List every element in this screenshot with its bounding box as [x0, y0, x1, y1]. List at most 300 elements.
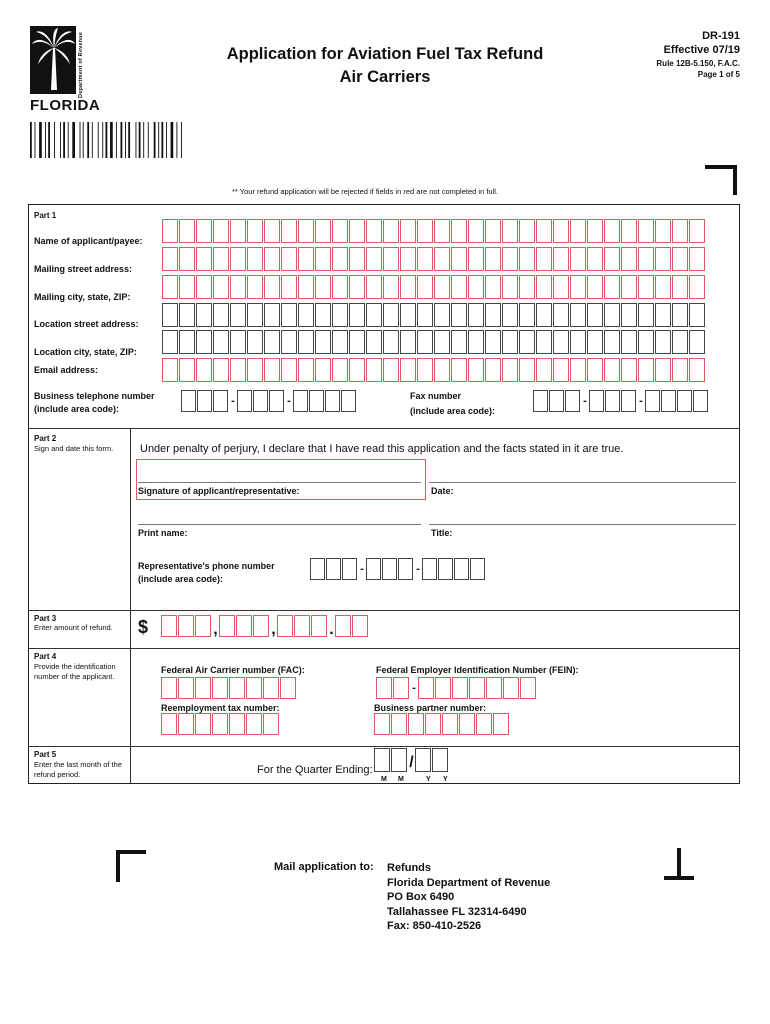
char-box[interactable] [417, 247, 433, 271]
char-box[interactable] [503, 677, 519, 699]
title-line[interactable] [429, 524, 736, 525]
char-box[interactable] [253, 615, 269, 637]
char-box[interactable] [536, 358, 552, 382]
char-box[interactable] [374, 713, 390, 735]
char-box[interactable] [349, 303, 365, 327]
char-box[interactable] [553, 303, 569, 327]
char-box[interactable] [570, 303, 586, 327]
name-field[interactable] [162, 219, 706, 243]
char-box[interactable] [638, 303, 654, 327]
char-box[interactable] [281, 247, 297, 271]
char-box[interactable] [247, 303, 263, 327]
char-box[interactable] [468, 247, 484, 271]
char-box[interactable] [485, 275, 501, 299]
char-box[interactable] [502, 275, 518, 299]
char-box[interactable] [212, 713, 228, 735]
char-box[interactable] [519, 358, 535, 382]
char-box[interactable] [247, 358, 263, 382]
char-box[interactable] [264, 219, 280, 243]
partner-field[interactable] [374, 713, 510, 735]
char-box[interactable] [280, 677, 296, 699]
char-box[interactable] [502, 330, 518, 354]
char-box[interactable] [604, 247, 620, 271]
corner-mark-bottom-right-stem [677, 848, 681, 878]
char-box[interactable] [638, 247, 654, 271]
char-box[interactable] [264, 358, 280, 382]
char-box[interactable] [263, 713, 279, 735]
char-box[interactable] [536, 247, 552, 271]
char-box[interactable] [213, 330, 229, 354]
fac-field[interactable] [161, 677, 297, 699]
char-box[interactable] [655, 330, 671, 354]
char-box[interactable] [604, 358, 620, 382]
char-box[interactable] [230, 219, 246, 243]
char-box[interactable] [417, 358, 433, 382]
char-box[interactable] [655, 303, 671, 327]
char-box[interactable] [309, 390, 324, 412]
char-box[interactable] [264, 303, 280, 327]
char-box[interactable] [553, 358, 569, 382]
char-box[interactable] [400, 275, 416, 299]
char-box[interactable] [400, 358, 416, 382]
char-box[interactable] [519, 303, 535, 327]
char-box[interactable] [536, 275, 552, 299]
char-box[interactable] [383, 303, 399, 327]
char-box[interactable] [470, 558, 485, 580]
char-box[interactable] [315, 330, 331, 354]
char-box[interactable] [621, 358, 637, 382]
char-box[interactable] [162, 303, 178, 327]
char-box[interactable] [196, 275, 212, 299]
char-box[interactable] [417, 303, 433, 327]
char-box[interactable] [468, 219, 484, 243]
char-box[interactable] [178, 615, 194, 637]
char-box[interactable] [247, 219, 263, 243]
barcode-bar [83, 122, 84, 158]
char-box[interactable] [332, 330, 348, 354]
char-box[interactable] [161, 713, 177, 735]
char-box[interactable] [162, 330, 178, 354]
char-box[interactable] [229, 713, 245, 735]
char-box[interactable] [366, 558, 381, 580]
char-box[interactable] [400, 219, 416, 243]
char-box[interactable] [213, 390, 228, 412]
char-box[interactable] [325, 390, 340, 412]
char-box[interactable] [229, 677, 245, 699]
char-box[interactable] [451, 358, 467, 382]
char-box[interactable] [476, 713, 492, 735]
char-box[interactable] [533, 390, 548, 412]
char-box[interactable] [502, 358, 518, 382]
char-box[interactable] [689, 330, 705, 354]
char-box[interactable] [605, 390, 620, 412]
char-box[interactable] [451, 330, 467, 354]
char-box[interactable] [604, 219, 620, 243]
barcode-bar [63, 122, 65, 158]
char-box[interactable] [310, 558, 325, 580]
char-box[interactable] [197, 390, 212, 412]
char-box[interactable] [335, 615, 351, 637]
char-box[interactable] [451, 247, 467, 271]
char-box[interactable] [661, 390, 676, 412]
char-box[interactable] [213, 219, 229, 243]
char-box[interactable] [349, 247, 365, 271]
char-box[interactable] [672, 358, 688, 382]
char-box[interactable] [486, 677, 502, 699]
char-box[interactable] [382, 558, 397, 580]
char-box[interactable] [332, 219, 348, 243]
char-box[interactable] [672, 247, 688, 271]
char-box[interactable] [468, 330, 484, 354]
char-box[interactable] [638, 358, 654, 382]
char-box[interactable] [621, 219, 637, 243]
char-box[interactable] [570, 219, 586, 243]
mail-label: Mail application to: [274, 861, 374, 873]
char-box[interactable] [349, 358, 365, 382]
char-box[interactable] [162, 275, 178, 299]
char-box[interactable] [383, 219, 399, 243]
char-box[interactable] [693, 390, 708, 412]
char-box[interactable] [264, 275, 280, 299]
char-box[interactable] [298, 330, 314, 354]
char-box[interactable] [281, 275, 297, 299]
char-box[interactable] [434, 247, 450, 271]
char-box[interactable] [400, 330, 416, 354]
char-box[interactable] [230, 303, 246, 327]
char-box[interactable] [341, 390, 356, 412]
char-box[interactable] [366, 247, 382, 271]
char-box[interactable] [366, 303, 382, 327]
char-box[interactable] [277, 615, 293, 637]
char-box[interactable] [269, 390, 284, 412]
char-box[interactable] [485, 219, 501, 243]
char-box[interactable] [178, 713, 194, 735]
char-box[interactable] [376, 677, 392, 699]
location-city-field[interactable] [162, 330, 706, 354]
char-box[interactable] [672, 330, 688, 354]
char-box[interactable] [178, 677, 194, 699]
char-box[interactable] [294, 615, 310, 637]
char-box[interactable] [281, 219, 297, 243]
char-box[interactable] [672, 219, 688, 243]
char-box[interactable] [366, 275, 382, 299]
email-field[interactable] [162, 358, 706, 382]
char-box[interactable] [393, 677, 409, 699]
char-box[interactable] [570, 330, 586, 354]
char-box[interactable] [326, 558, 341, 580]
char-box[interactable] [247, 247, 263, 271]
char-box[interactable] [485, 330, 501, 354]
char-box[interactable] [570, 247, 586, 271]
quarter-ending-field[interactable] [374, 748, 449, 778]
char-box[interactable] [438, 558, 453, 580]
char-box[interactable] [298, 358, 314, 382]
char-box[interactable] [570, 275, 586, 299]
char-box[interactable] [451, 275, 467, 299]
char-box[interactable] [638, 275, 654, 299]
char-box[interactable] [553, 219, 569, 243]
char-box[interactable] [425, 713, 441, 735]
char-box[interactable] [281, 330, 297, 354]
char-box[interactable] [587, 358, 603, 382]
reemployment-field[interactable] [161, 713, 280, 735]
char-box[interactable] [332, 358, 348, 382]
char-box[interactable] [417, 275, 433, 299]
char-box[interactable] [689, 358, 705, 382]
char-box[interactable] [621, 390, 636, 412]
char-box[interactable] [418, 677, 434, 699]
char-box[interactable] [587, 247, 603, 271]
char-box[interactable] [621, 247, 637, 271]
char-box[interactable] [315, 358, 331, 382]
char-box[interactable] [502, 247, 518, 271]
char-box[interactable] [162, 358, 178, 382]
char-box[interactable] [263, 677, 279, 699]
char-box[interactable] [179, 330, 195, 354]
char-box[interactable] [315, 219, 331, 243]
char-box[interactable] [655, 219, 671, 243]
char-box[interactable] [417, 330, 433, 354]
char-box[interactable] [230, 330, 246, 354]
char-box[interactable] [298, 247, 314, 271]
char-box[interactable] [502, 219, 518, 243]
char-box[interactable] [621, 303, 637, 327]
char-box[interactable] [604, 275, 620, 299]
char-box[interactable] [315, 275, 331, 299]
char-box[interactable] [230, 247, 246, 271]
char-box[interactable] [432, 748, 448, 772]
char-box[interactable] [349, 219, 365, 243]
char-box[interactable] [604, 303, 620, 327]
char-box[interactable] [383, 330, 399, 354]
char-box[interactable] [212, 677, 228, 699]
char-box[interactable] [196, 247, 212, 271]
char-box[interactable] [468, 275, 484, 299]
char-box[interactable] [689, 275, 705, 299]
char-box[interactable] [247, 330, 263, 354]
char-box[interactable] [621, 275, 637, 299]
char-box[interactable] [553, 275, 569, 299]
char-box[interactable] [672, 275, 688, 299]
char-box[interactable] [219, 615, 235, 637]
char-box[interactable] [311, 615, 327, 637]
char-box[interactable] [196, 330, 212, 354]
char-box[interactable] [298, 219, 314, 243]
char-box[interactable] [452, 677, 468, 699]
location-street-field[interactable] [162, 303, 706, 327]
char-box[interactable] [281, 303, 297, 327]
char-box[interactable] [281, 358, 297, 382]
char-box[interactable] [672, 303, 688, 327]
fax-field[interactable] [533, 390, 709, 412]
char-box[interactable] [536, 330, 552, 354]
char-box[interactable] [162, 219, 178, 243]
char-box[interactable] [587, 303, 603, 327]
part2-desc: Sign and date this form. [34, 444, 114, 453]
char-box[interactable] [253, 390, 268, 412]
print-name-line[interactable] [138, 524, 421, 525]
char-box[interactable] [237, 390, 252, 412]
char-box[interactable] [179, 275, 195, 299]
char-box[interactable] [213, 247, 229, 271]
char-box[interactable] [181, 390, 196, 412]
char-box[interactable] [298, 275, 314, 299]
char-box[interactable] [520, 677, 536, 699]
char-box[interactable] [689, 219, 705, 243]
char-box[interactable] [298, 303, 314, 327]
part-divider [29, 648, 739, 649]
char-box[interactable] [589, 390, 604, 412]
char-box[interactable] [196, 358, 212, 382]
char-box[interactable] [415, 748, 431, 772]
mailing-city-field[interactable] [162, 275, 706, 299]
char-box[interactable] [565, 390, 580, 412]
char-box[interactable] [213, 275, 229, 299]
char-box[interactable] [161, 615, 177, 637]
char-box[interactable] [247, 275, 263, 299]
char-box[interactable] [246, 713, 262, 735]
char-box[interactable] [332, 247, 348, 271]
rule-reference: Rule 12B-5.150, F.A.C. [656, 59, 740, 68]
char-box[interactable] [485, 303, 501, 327]
char-box[interactable] [383, 358, 399, 382]
char-box[interactable] [391, 713, 407, 735]
char-box[interactable] [230, 358, 246, 382]
char-box[interactable] [417, 219, 433, 243]
char-box[interactable] [454, 558, 469, 580]
char-box[interactable] [213, 303, 229, 327]
char-box[interactable] [604, 330, 620, 354]
char-box[interactable] [196, 303, 212, 327]
char-box[interactable] [179, 303, 195, 327]
char-box[interactable] [638, 330, 654, 354]
char-box[interactable] [162, 247, 178, 271]
email-label: Email address: [34, 365, 99, 375]
char-box[interactable] [621, 330, 637, 354]
char-box[interactable] [655, 247, 671, 271]
mailing-street-field[interactable] [162, 247, 706, 271]
partner-label: Business partner number: [374, 703, 487, 713]
char-box[interactable] [451, 303, 467, 327]
char-box[interactable] [519, 330, 535, 354]
char-box[interactable] [549, 390, 564, 412]
char-box[interactable] [689, 247, 705, 271]
char-box[interactable] [459, 713, 475, 735]
char-box[interactable] [422, 558, 437, 580]
char-box[interactable] [179, 219, 195, 243]
char-box[interactable] [383, 275, 399, 299]
char-box[interactable] [451, 219, 467, 243]
char-box[interactable] [655, 358, 671, 382]
char-box[interactable] [349, 275, 365, 299]
char-box[interactable] [442, 713, 458, 735]
char-box[interactable] [519, 219, 535, 243]
char-box[interactable] [352, 615, 368, 637]
char-box[interactable] [383, 247, 399, 271]
char-box[interactable] [161, 677, 177, 699]
char-box[interactable] [246, 677, 262, 699]
char-box[interactable] [677, 390, 692, 412]
barcode-bar [171, 122, 174, 158]
char-box[interactable] [366, 219, 382, 243]
char-box[interactable] [553, 330, 569, 354]
char-box[interactable] [349, 330, 365, 354]
date-line[interactable] [429, 482, 736, 483]
char-box[interactable] [315, 247, 331, 271]
char-box[interactable] [434, 275, 450, 299]
char-box[interactable] [179, 358, 195, 382]
char-box[interactable] [195, 677, 211, 699]
char-box[interactable] [645, 390, 660, 412]
char-box[interactable] [195, 713, 211, 735]
char-box[interactable] [553, 247, 569, 271]
char-box[interactable] [332, 303, 348, 327]
char-box[interactable] [196, 219, 212, 243]
char-box[interactable] [315, 303, 331, 327]
char-box[interactable] [655, 275, 671, 299]
char-box[interactable] [689, 303, 705, 327]
char-box[interactable] [213, 358, 229, 382]
char-box[interactable] [519, 247, 535, 271]
char-box[interactable] [536, 303, 552, 327]
char-box[interactable] [230, 275, 246, 299]
char-box[interactable] [264, 247, 280, 271]
char-box[interactable] [468, 303, 484, 327]
char-box[interactable] [398, 558, 413, 580]
char-box[interactable] [587, 219, 603, 243]
location-city-label: Location city, state, ZIP: [34, 347, 137, 357]
char-box[interactable] [434, 358, 450, 382]
business-phone-field[interactable] [181, 390, 357, 412]
char-box[interactable] [638, 219, 654, 243]
char-box[interactable] [502, 303, 518, 327]
char-box[interactable] [434, 219, 450, 243]
char-box[interactable] [400, 247, 416, 271]
char-box[interactable] [536, 219, 552, 243]
char-box[interactable] [293, 390, 308, 412]
char-box[interactable] [332, 275, 348, 299]
char-box[interactable] [391, 748, 407, 772]
char-box[interactable] [366, 330, 382, 354]
char-box[interactable] [485, 358, 501, 382]
char-box[interactable] [570, 358, 586, 382]
char-box[interactable] [435, 677, 451, 699]
char-box[interactable] [366, 358, 382, 382]
rep-phone-field[interactable] [310, 558, 486, 580]
refund-amount-field[interactable] [161, 615, 369, 645]
char-box[interactable] [342, 558, 357, 580]
char-box[interactable] [434, 303, 450, 327]
char-box[interactable] [468, 358, 484, 382]
char-box[interactable] [400, 303, 416, 327]
char-box[interactable] [195, 615, 211, 637]
char-box[interactable] [179, 247, 195, 271]
field-separator: - [231, 395, 235, 407]
char-box[interactable] [408, 713, 424, 735]
char-box[interactable] [434, 330, 450, 354]
char-box[interactable] [493, 713, 509, 735]
char-box[interactable] [587, 330, 603, 354]
fein-field[interactable] [376, 677, 537, 699]
char-box[interactable] [236, 615, 252, 637]
char-box[interactable] [374, 748, 390, 772]
char-box[interactable] [469, 677, 485, 699]
rep-phone-label: Representative's phone number [138, 561, 275, 571]
char-box[interactable] [519, 275, 535, 299]
char-box[interactable] [264, 330, 280, 354]
char-box[interactable] [587, 275, 603, 299]
char-box[interactable] [485, 247, 501, 271]
